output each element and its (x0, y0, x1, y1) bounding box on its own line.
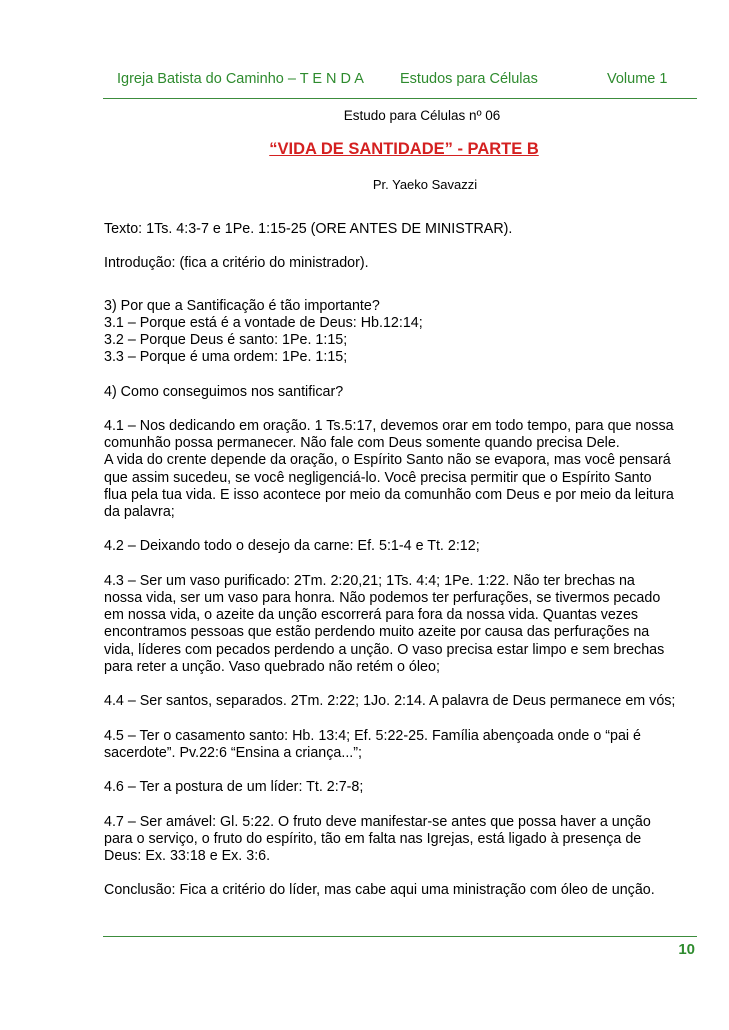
paragraph-section-3: 3) Por que a Santificação é tão importante? 3.1 – Porque está é a vontade de Deus: Hb.12:14; 3.2 – Porque Deus é santo: 1Pe. 1:15; 3.3 – Porque é uma ordem: 1Pe. 1:15; (104, 297, 423, 366)
header-series: Estudos para Células (400, 71, 538, 87)
document-body (104, 221, 704, 917)
paragraph-4-6: 4.6 – Ter a postura de um líder: Tt. 2:7-8; (104, 779, 364, 796)
page-number: 10 (678, 941, 695, 958)
paragraph-4-2: 4.2 – Deixando todo o desejo da carne: Ef. 5:1-4 e Tt. 2:12; (104, 538, 480, 555)
paragraph-4-3: 4.3 – Ser um vaso purificado: 2Tm. 2:20,21; 1Ts. 4:4; 1Pe. 1:22. Não ter brechas na nossa vida, ser um vaso para honra. Não podemos ter perfurações, se tivermos pecado em nossa vida, o azeite da unção escorrerá para fora da nossa vida. Quantas vezes encontramos pessoas que estão perdendo muito azeite por causa das perfurações na vida, líderes com pecados perdendo a unção. O vaso precisa estar limpo e sem brechas para reter a unção. Vaso quebrado não retém o óleo; (104, 572, 665, 675)
study-number: Estudo para Células nº 06 (343, 108, 501, 123)
paragraph-4-5: 4.5 – Ter o casamento santo: Hb. 13:4; Ef. 5:22-25. Família abençoada onde o “pai é sacerdote”. Pv.22:6 “Ensina a criança...”; (104, 727, 642, 761)
paragraph-section-4-heading: 4) Como conseguimos nos santificar? (104, 383, 344, 400)
header-volume: Volume 1 (607, 71, 668, 87)
paragraph-conclusion: Conclusão: Fica a critério do líder, mas cabe aqui uma ministração com óleo de unção. (104, 882, 655, 899)
paragraph-text-reference: Texto: 1Ts. 4:3-7 e 1Pe. 1:15-25 (ORE ANTES DE MINISTRAR). (104, 221, 513, 237)
page-title: “VIDA DE SANTIDADE” - PARTE B (269, 140, 539, 158)
page-header (103, 71, 697, 93)
paragraph-introduction: Introdução: (fica a critério do ministrador). (104, 255, 369, 272)
paragraph-4-7: 4.7 – Ser amável: Gl. 5:22. O fruto deve manifestar-se antes que possa haver a unção para o serviço, o fruto do espírito, tão em falta nas Igrejas, está ligado à presença de Deus: Ex. 33:18 e Ex. 3:6. (104, 813, 651, 864)
header-divider (103, 98, 697, 99)
footer-divider (103, 936, 697, 937)
paragraph-4-1: 4.1 – Nos dedicando em oração. 1 Ts.5:17, devemos orar em todo tempo, para que nossa comunhão possa permanecer. Não fale com Deus somente quando precisa Dele. A vida do crente depende da oração, o Espírito Santo não se evapora, mas você pensará que assim sucedeu, se você negligenciá-lo. Você precisa permitir que o Espírito Santo flua pela tua vida. E isso acontece por meio da comunhão com Deus e por meio da leitura da palavra; (104, 417, 674, 520)
author-name: Pr. Yaeko Savazzi (372, 177, 478, 192)
header-church-name: Igreja Batista do Caminho – T E N D A (117, 71, 364, 87)
paragraph-4-4: 4.4 – Ser santos, separados. 2Tm. 2:22; 1Jo. 2:14. A palavra de Deus permanece em vós; (104, 693, 676, 710)
